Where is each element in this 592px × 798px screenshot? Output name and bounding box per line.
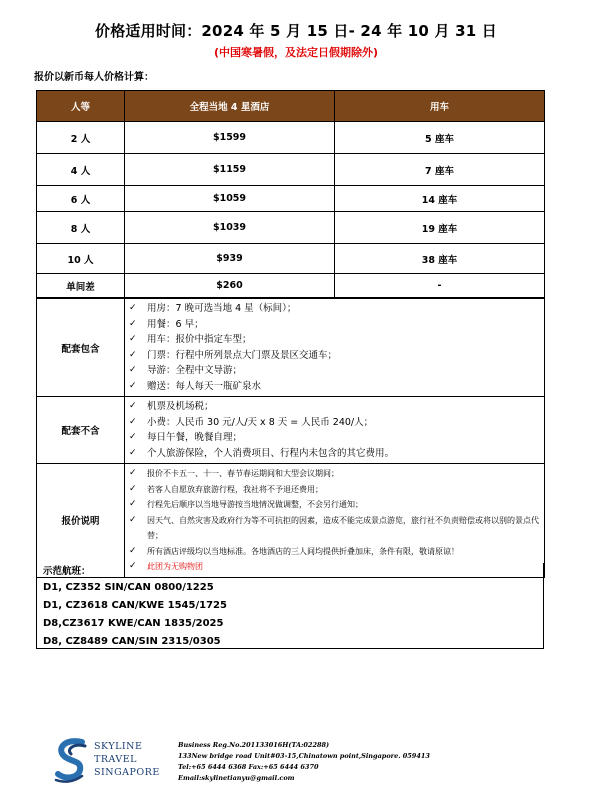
excluded-label: 配套不含 [37, 397, 125, 464]
vehicle-cell: 38 座车 [335, 244, 545, 274]
list-item: ✓ 门票：行程中所列景点大门票及景区交通车； [129, 348, 544, 364]
flights-heading: 示范航班： [43, 566, 91, 577]
check-icon: ✓ [129, 365, 137, 375]
people-cell: 6 人 [37, 186, 125, 212]
people-cell: 8 人 [37, 212, 125, 244]
table-row [37, 244, 545, 274]
vehicle-cell: 5 座车 [335, 122, 545, 154]
check-icon: ✓ [129, 468, 137, 478]
check-icon: ✓ [129, 318, 137, 329]
check-icon: ✓ [129, 545, 137, 556]
flight-line: D1, CZ3618 CAN/KWE 1545/1725 [43, 600, 227, 611]
flight-line: D1, CZ352 SIN/CAN 0800/1225 [43, 582, 214, 593]
page-title: 价格适用时间：2024 年 5 月 15 日- 24 年 10 月 31 日 [95, 22, 497, 40]
list-item: ✓ 行程先后顺序以当地导游按当地情况做调整，不会另行通知； [129, 497, 544, 513]
excluded-list [125, 397, 545, 464]
table-row [37, 122, 545, 154]
list-item: ✓ 所有酒店评级均以当地标准。各地酒店的三人间均提供折叠加床，条件有限，敬请原谅！ [129, 544, 544, 560]
price-cell: $260 [125, 274, 335, 298]
included-label: 配套包含 [37, 299, 125, 397]
people-cell: 4 人 [37, 154, 125, 186]
flight-line: D8,CZ3617 KWE/CAN 1835/2025 [43, 618, 224, 629]
logo-text: SKYLINE TRAVEL SINGAPORE [94, 741, 160, 778]
check-icon: ✓ [129, 483, 137, 494]
excluded-row [37, 397, 545, 464]
page-subtitle: (中国寒暑假，及法定日假期除外) [213, 46, 379, 59]
vehicle-cell: 14 座车 [335, 186, 545, 212]
phone-fax: Tel:+65 6444 6368 Fax:+65 6444 6370 [178, 763, 319, 771]
price-cell: $1159 [125, 154, 335, 186]
vehicle-cell: 7 座车 [335, 154, 545, 186]
notes-row [37, 464, 545, 578]
company-logo [52, 736, 162, 786]
list-item: ✓ 若客人自愿放弃旅游行程，我社将不予退还费用； [129, 482, 544, 498]
notes-list [125, 464, 545, 578]
flight-line: D8, CZ8489 CAN/SIN 2315/0305 [43, 636, 221, 647]
check-icon: ✓ [129, 514, 137, 525]
vehicle-cell: 19 座车 [335, 212, 545, 244]
price-cell: $1059 [125, 186, 335, 212]
check-icon: ✓ [129, 561, 137, 571]
table-row [37, 154, 545, 186]
table-row [37, 212, 545, 244]
header-people: 人等 [37, 91, 125, 122]
list-item: ✓ 小费：人民币 30 元/人/天 x 8 天 = 人民币 240/人； [129, 415, 544, 431]
table-row [37, 186, 545, 212]
skyline-logo-icon [52, 736, 92, 784]
terms-table [36, 298, 545, 578]
check-icon: ✓ [129, 334, 137, 344]
table-row [37, 274, 545, 298]
no-shopping-note: 此团为无购物团 [147, 562, 203, 571]
list-item: ✓ 用餐：6 早； [129, 317, 544, 333]
price-table [36, 90, 545, 298]
list-item: ✓ 导游：全程中文导游； [129, 363, 544, 379]
included-row [37, 299, 545, 397]
people-cell: 单间差 [37, 274, 125, 298]
list-item: ✓ 用房：7 晚可选当地 4 星（标间）； [129, 301, 544, 317]
check-icon: ✓ [129, 349, 137, 360]
price-cell: $1039 [125, 212, 335, 244]
list-item: ✓ 机票及机场税； [129, 399, 544, 415]
contact-info [178, 740, 430, 784]
check-icon: ✓ [129, 303, 137, 313]
list-item: ✓ 每日午餐，晚餐自理； [129, 430, 544, 446]
check-icon: ✓ [129, 432, 137, 442]
check-icon: ✓ [129, 380, 137, 391]
check-icon: ✓ [129, 447, 137, 458]
business-reg: Business Reg.No.201133016H(TA:02288) [178, 741, 330, 749]
notes-label: 报价说明 [37, 464, 125, 578]
check-icon: ✓ [129, 401, 137, 411]
list-item: ✓ 用车：报价中指定车型； [129, 332, 544, 348]
sample-flights [36, 563, 544, 649]
header-hotel: 全程当地 4 星酒店 [125, 91, 335, 122]
people-cell: 2 人 [37, 122, 125, 154]
price-intro: 报价以新币每人价格计算： [34, 72, 154, 83]
check-icon: ✓ [129, 499, 137, 509]
included-list [125, 299, 545, 397]
price-cell: $939 [125, 244, 335, 274]
list-item: ✓ 赠送：每人每天一瓶矿泉水 [129, 379, 544, 395]
vehicle-cell: - [335, 274, 545, 298]
price-cell: $1599 [125, 122, 335, 154]
list-item: ✓ 报价不卡五一、十一、春节春运期间和大型会议期间； [129, 466, 544, 482]
check-icon: ✓ [129, 416, 137, 427]
list-item: ✓ 因天气、自然灾害及政府行为等不可抗拒的因素，造成不能完成景点游览，旅行社不负责赔偿或将以别的景点代替； [129, 514, 539, 540]
email: Email:skylinetianyu@gmail.com [178, 774, 295, 782]
people-cell: 10 人 [37, 244, 125, 274]
price-table-header [37, 91, 545, 122]
address: 133New bridge road Unit#03-15,Chinatown point,Singapore. 059413 [178, 752, 430, 760]
list-item: ✓ 个人旅游保险，个人消费项目、行程内未包含的其它费用。 [129, 446, 544, 462]
header-vehicle: 用车 [335, 91, 545, 122]
